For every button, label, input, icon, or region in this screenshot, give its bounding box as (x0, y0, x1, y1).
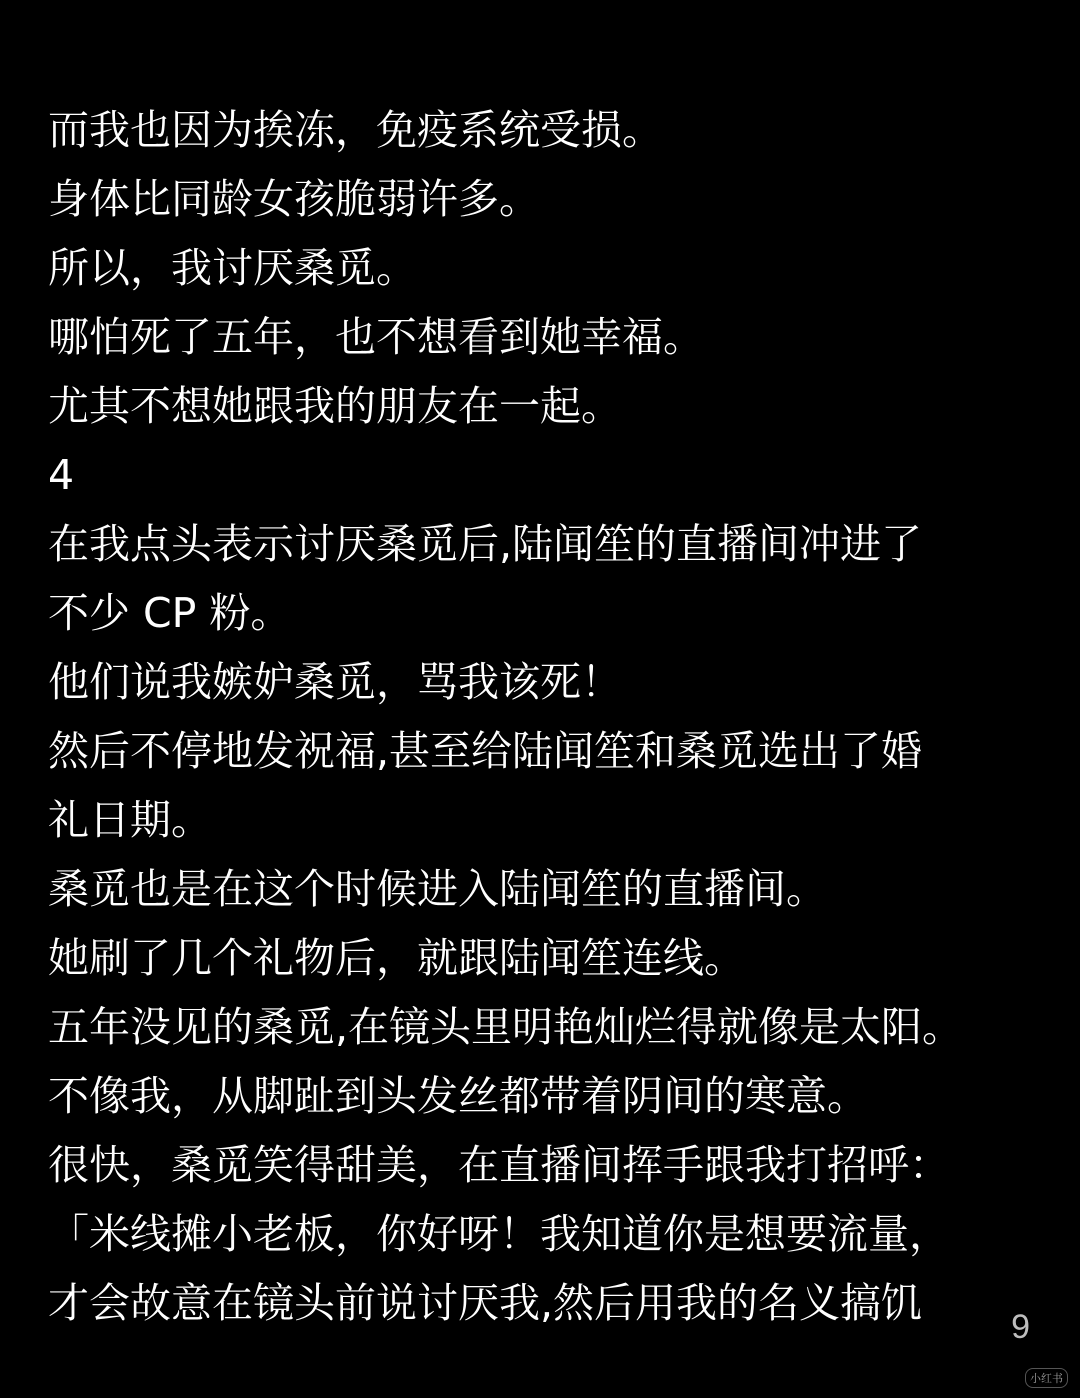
page-number: 9 (1011, 1308, 1030, 1346)
text-line-11: 礼日期。 (48, 796, 212, 844)
text-line-13: 她刷了几个礼物后，就跟陆闻笙连线。 (48, 934, 745, 982)
text-line-18: 才会故意在镜头前说讨厌我,然后用我的名义搞饥 (48, 1279, 923, 1327)
text-line-8: 不少 CP 粉。 (48, 589, 292, 637)
text-line-9: 他们说我嫉妒桑觅，骂我该死！ (48, 658, 622, 706)
text-line-10: 然后不停地发祝福,甚至给陆闻笙和桑觅选出了婚 (48, 727, 923, 775)
document-text-body (48, 96, 1068, 1338)
text-line-3: 所以，我讨厌桑觅。 (48, 244, 417, 292)
text-line-2: 身体比同龄女孩脆弱许多。 (48, 175, 540, 223)
text-line-17: 「米线摊小老板，你好呀！我知道你是想要流量， (48, 1210, 950, 1258)
text-line-4: 哪怕死了五年，也不想看到她幸福。 (48, 313, 704, 361)
text-line-1: 而我也因为挨冻，免疫系统受损。 (48, 106, 663, 154)
text-line-15: 不像我，从脚趾到头发丝都带着阴间的寒意。 (48, 1072, 868, 1120)
chapter-number: 4 (48, 451, 75, 499)
text-line-16: 很快，桑觅笑得甜美，在直播间挥手跟我打招呼： (48, 1141, 950, 1189)
text-line-12: 桑觅也是在这个时候进入陆闻笙的直播间。 (48, 865, 827, 913)
text-line-7: 在我点头表示讨厌桑觅后,陆闻笙的直播间冲进了 (48, 520, 923, 568)
text-line-5: 尤其不想她跟我的朋友在一起。 (48, 382, 622, 430)
watermark-logo: 小红书 (1025, 1368, 1068, 1388)
text-line-14: 五年没见的桑觅,在镜头里明艳灿烂得就像是太阳。 (48, 1003, 964, 1051)
